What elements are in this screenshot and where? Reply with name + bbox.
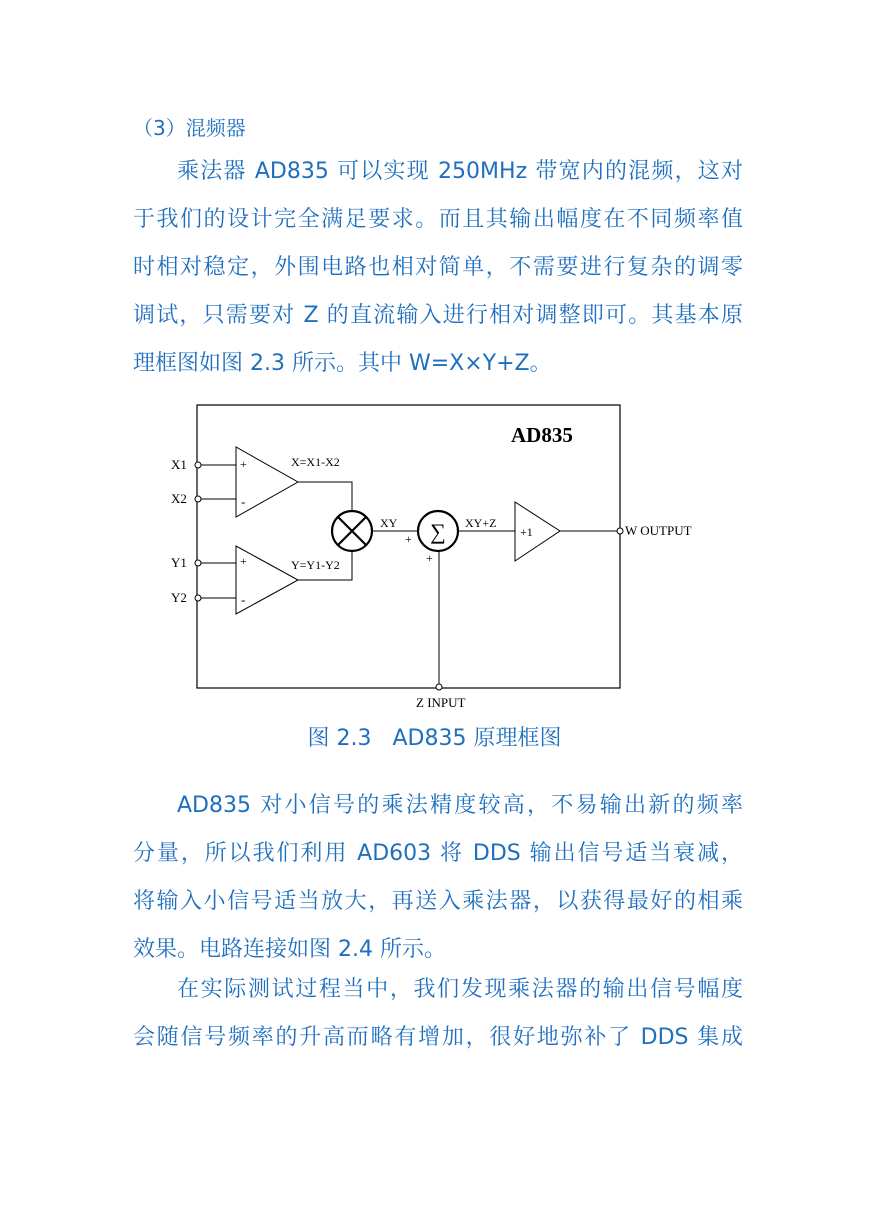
chip-outline [197, 405, 620, 688]
paragraph-mixer-intro [133, 148, 743, 388]
paragraph-line: 调试，只需要对 Z 的直流输入进行相对调整即可。其基本原 [133, 303, 743, 328]
x-out-wire [298, 482, 352, 511]
paragraph-line: 理框图如图 2.3 所示。其中 W=X×Y+Z。 [133, 351, 552, 376]
ad835-block-diagram [160, 400, 692, 718]
figure-caption: 图 2.3 AD835 原理框图 [307, 726, 562, 751]
paragraph-line: 效果。电路连接如图 2.4 所示。 [133, 937, 446, 962]
z-input-pin [436, 684, 442, 690]
w-output-pin [617, 528, 623, 534]
paragraph-line: 于我们的设计完全满足要求。而且其输出幅度在不同频率值 [133, 207, 743, 232]
xy-plus-z-label: XY+Z [465, 516, 497, 530]
z-input-label: Z INPUT [416, 695, 466, 710]
paragraph-line: 在实际测试过程当中，我们发现乘法器的输出信号幅度 [177, 977, 743, 1002]
sigma-glyph: ∑ [430, 519, 446, 544]
x1-label: X1 [171, 457, 187, 472]
y1-pin [195, 560, 201, 566]
x1-pin [195, 462, 201, 468]
chip-label: AD835 [511, 423, 573, 447]
y-diff-label: Y=Y1-Y2 [291, 558, 340, 572]
x2-pin [195, 496, 201, 502]
x-diff-label: X=X1-X2 [291, 455, 340, 469]
paragraph-line: 时相对稳定，外围电路也相对简单，不需要进行复杂的调零 [133, 255, 743, 280]
paragraph-line: 乘法器 AD835 可以实现 250MHz 带宽内的混频，这对 [177, 159, 743, 184]
paragraph-line: AD835 对小信号的乘法精度较高，不易输出新的频率 [177, 793, 743, 818]
sum-plus-left: + [405, 532, 412, 546]
xy-label: XY [380, 516, 398, 530]
paragraph-line: 分量，所以我们利用 AD603 将 DDS 输出信号适当衰减， [133, 841, 743, 866]
y1-label: Y1 [171, 555, 187, 570]
y2-label: Y2 [171, 590, 187, 605]
paragraph-ad835-usage [133, 782, 743, 974]
paragraph-test-result [133, 966, 743, 1062]
y-amp-minus-sign: - [241, 592, 246, 607]
y2-pin [195, 595, 201, 601]
paragraph-line: 将输入小信号适当放大，再送入乘法器，以获得最好的相乘 [133, 889, 743, 914]
w-output-label: W OUTPUT [625, 523, 692, 538]
paragraph-line: 会随信号频率的升高而略有增加，很好地弥补了 DDS 集成 [133, 1025, 743, 1050]
buffer-gain-label: +1 [520, 525, 533, 539]
sum-plus-bottom: + [426, 551, 433, 565]
x-amp-minus-sign: - [241, 494, 246, 509]
x2-label: X2 [171, 491, 187, 506]
section-heading: （3）混频器 [133, 116, 246, 140]
x-amp-plus-sign: + [240, 457, 247, 471]
y-amp-plus-sign: + [240, 554, 247, 568]
diagram-svg [160, 400, 692, 718]
